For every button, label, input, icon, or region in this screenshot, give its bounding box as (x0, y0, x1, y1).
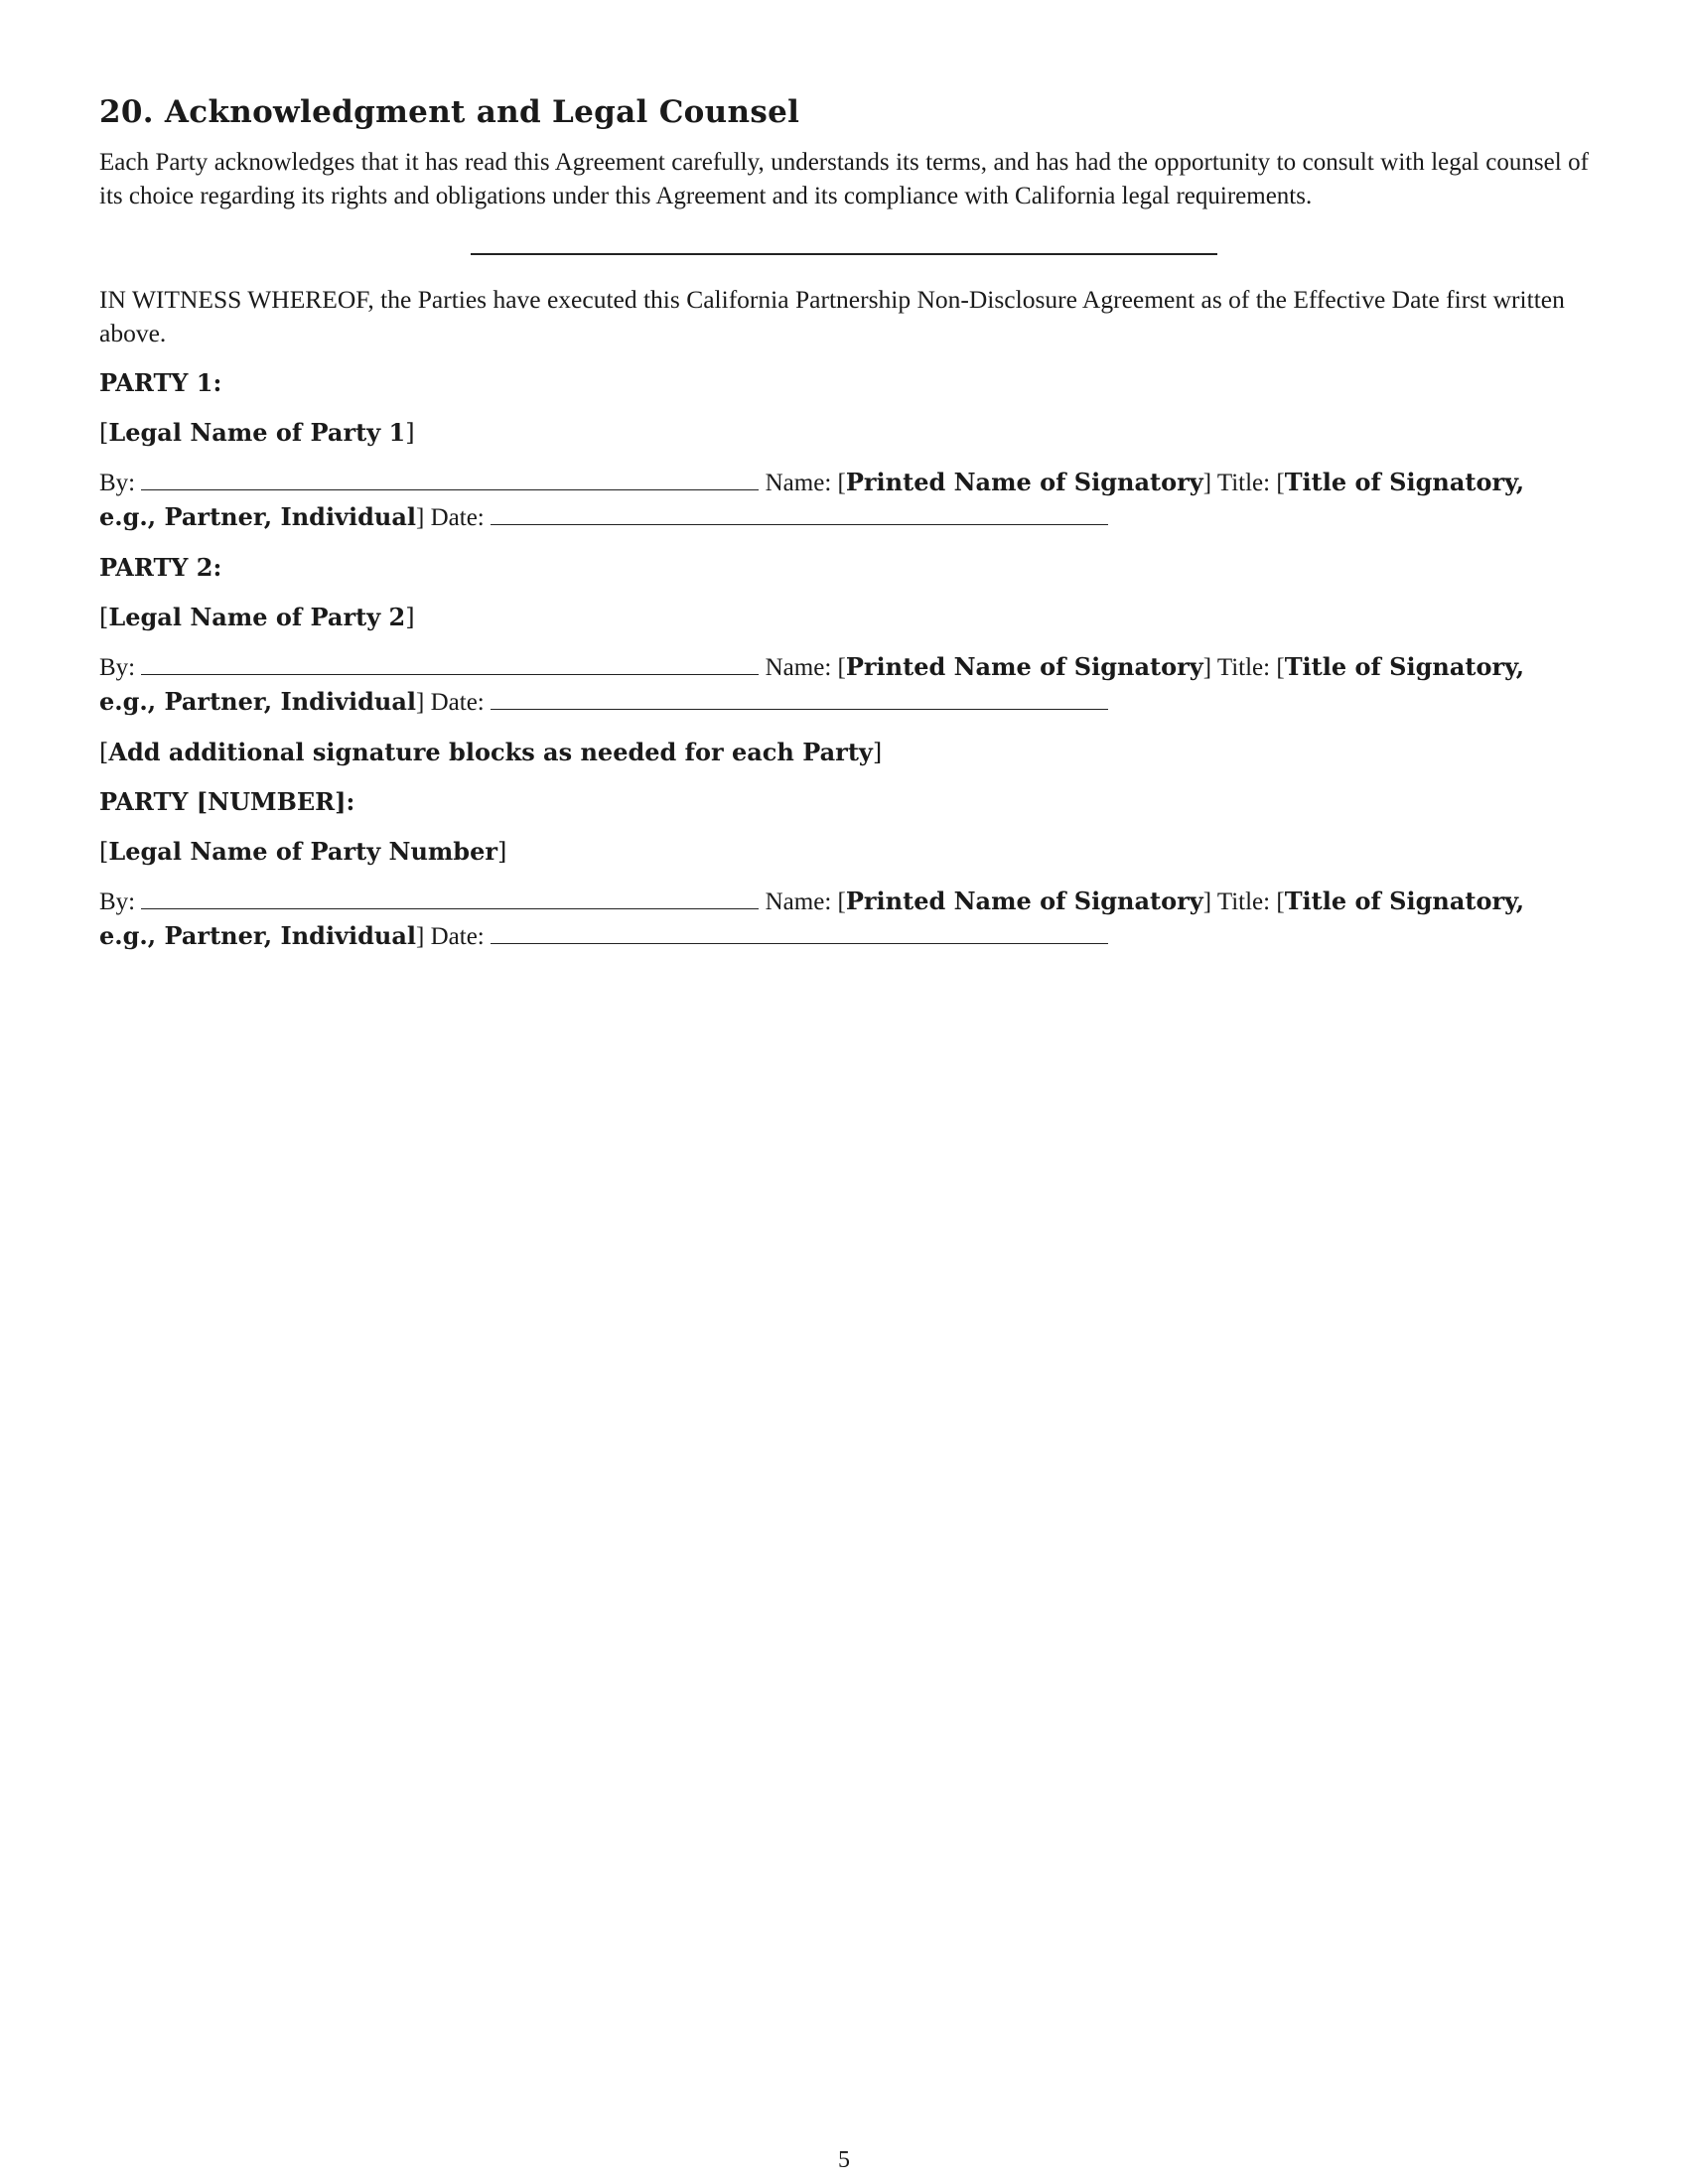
party-2-printed-name: Printed Name of Signatory (845, 652, 1203, 681)
party-1-label: PARTY 1: (99, 368, 222, 397)
party-2-signature-line[interactable] (141, 654, 759, 675)
horizontal-divider (471, 253, 1217, 255)
additional-blocks-note: [Add additional signature blocks as needed for each Party] (99, 738, 883, 766)
party-n-title: Title of Signatory, e.g., Partner, Individual (99, 887, 1525, 950)
page-number: 5 (838, 2147, 850, 2173)
date-label: Date: (430, 504, 485, 531)
name-label: Name: (765, 888, 832, 915)
by-label: By: (99, 470, 136, 496)
party-1-date-line[interactable] (491, 504, 1108, 525)
section-heading: 20. Acknowledgment and Legal Counsel (99, 94, 800, 130)
party-n-signature-line[interactable] (141, 888, 759, 909)
party-1-signature-line[interactable] (141, 470, 759, 490)
party-n-date-line[interactable] (491, 923, 1108, 944)
party-1-legal-name: [Legal Name of Party 1] (99, 418, 415, 447)
title-label: Title: (1216, 888, 1271, 915)
party-2-legal-name: [Legal Name of Party 2] (99, 603, 415, 631)
party-1-signature-block: By: Name: [Printed Name of Signatory] Title: [Title of Signatory, e.g., Partner, Individual] Date: (99, 468, 1525, 531)
party-2-title: Title of Signatory, e.g., Partner, Individual (99, 652, 1525, 716)
party-2-signature-block: By: Name: [Printed Name of Signatory] Title: [Title of Signatory, e.g., Partner, Individual] Date: (99, 652, 1525, 716)
acknowledgment-paragraph: Each Party acknowledges that it has read this Agreement carefully, understands its terms, and has had the opportunity to consult with legal counsel of its choice regarding its rights and obligations under this Agreement and its compliance with California legal requirements. (99, 149, 1589, 209)
document-page (99, 94, 1589, 954)
date-label: Date: (430, 689, 485, 716)
title-label: Title: (1216, 654, 1271, 681)
name-label: Name: (765, 470, 832, 496)
witness-paragraph: IN WITNESS WHEREOF, the Parties have executed this California Partnership Non-Disclosure Agreement as of the Effective Date first written above. (99, 285, 1565, 347)
party-2-label: PARTY 2: (99, 553, 222, 582)
party-1-title: Title of Signatory, e.g., Partner, Individual (99, 468, 1525, 531)
party-n-signature-block: By: Name: [Printed Name of Signatory] Title: [Title of Signatory, e.g., Partner, Individual] Date: (99, 887, 1525, 950)
party-n-label: PARTY [NUMBER]: (99, 787, 355, 816)
party-n-printed-name: Printed Name of Signatory (845, 887, 1203, 915)
party-n-legal-name: [Legal Name of Party Number] (99, 837, 507, 866)
name-label: Name: (765, 654, 832, 681)
date-label: Date: (430, 923, 485, 950)
party-2-date-line[interactable] (491, 689, 1108, 710)
party-1-printed-name: Printed Name of Signatory (845, 468, 1203, 496)
by-label: By: (99, 888, 136, 915)
by-label: By: (99, 654, 136, 681)
title-label: Title: (1216, 470, 1271, 496)
